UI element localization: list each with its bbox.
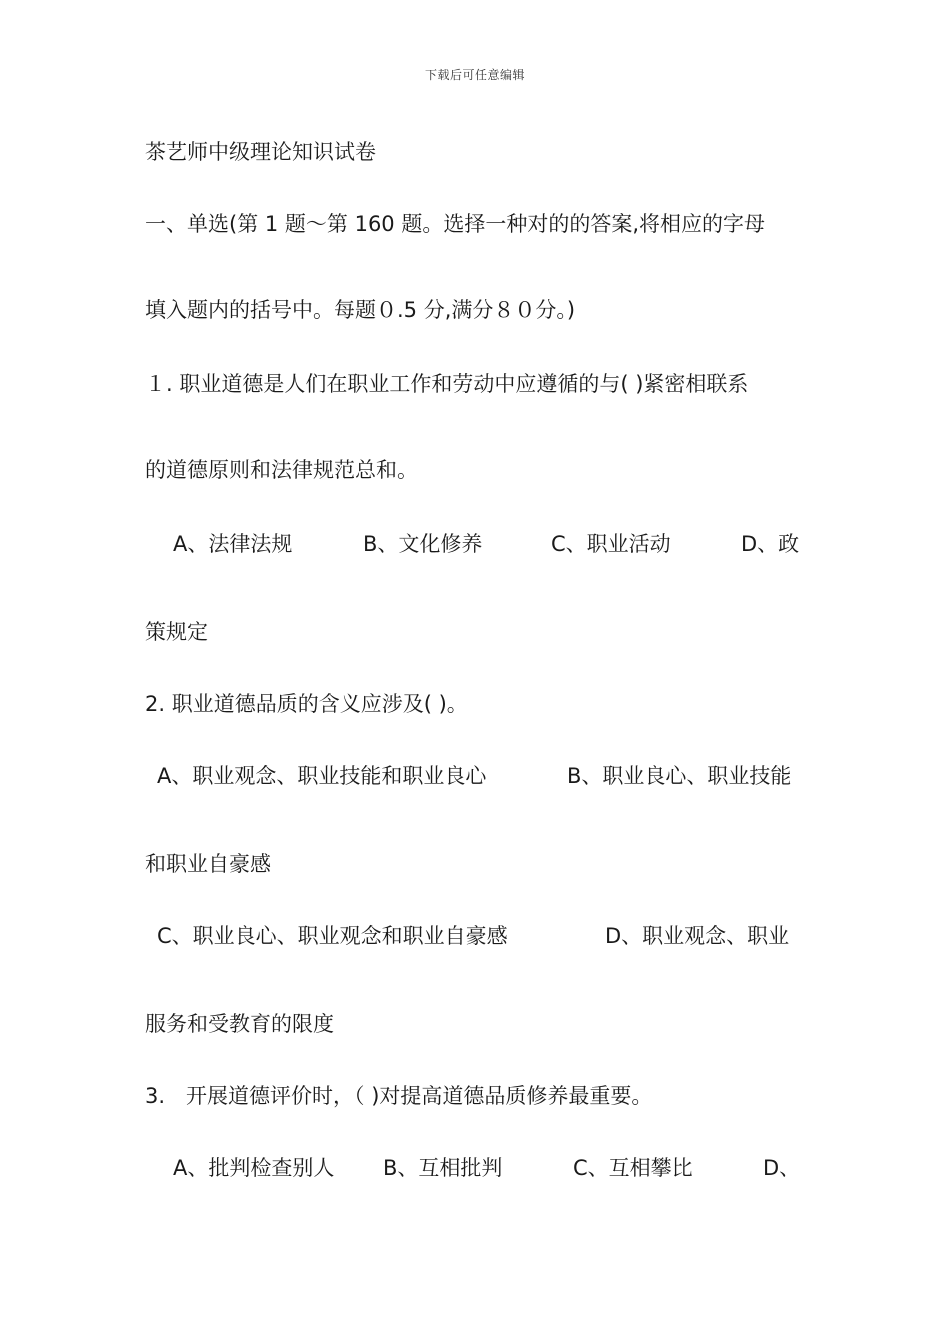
question-1-option-a: A、法律法规 [173, 532, 293, 556]
question-3-option-d: D、 [763, 1156, 801, 1180]
question-2-option-d: D、职业观念、职业 [605, 924, 790, 948]
page-header: 下载后可任意编辑 [424, 68, 525, 82]
question-2-option-b-continued: 和职业自豪感 [145, 852, 271, 876]
question-1-option-c: C、职业活动 [551, 532, 671, 556]
question-2-text: 2. 职业道德品质的含义应涉及( )。 [145, 692, 468, 716]
question-2-option-b: B、职业良心、职业技能 [567, 764, 792, 788]
section-instruction-line-1: 一、单选(第 1 题～第 160 题。选择一种对的的答案,将相应的字母 [145, 212, 766, 236]
question-3-text: 3. 开展道德评价时，（ )对提高道德品质修养最重要。 [145, 1084, 653, 1108]
question-2-option-c: C、职业良心、职业观念和职业自豪感 [157, 924, 508, 948]
question-1-option-b: B、文化修养 [363, 532, 483, 556]
question-3-option-c: C、互相攀比 [573, 1156, 693, 1180]
question-2-option-d-continued: 服务和受教育的限度 [145, 1012, 334, 1036]
question-3-option-a: A、批判检查别人 [173, 1156, 335, 1180]
section-instruction-line-2: 填入题内的括号中。每题０.5 分,满分８０分。) [145, 298, 576, 322]
question-1-option-d: D、政 [741, 532, 800, 556]
exam-title: 茶艺师中级理论知识试卷 [145, 140, 376, 164]
question-1-text-line-2: 的道德原则和法律规范总和。 [145, 458, 418, 482]
question-1-option-d-continued: 策规定 [145, 620, 208, 644]
question-3-option-b: B、互相批判 [383, 1156, 503, 1180]
question-1-text-line-1: １. 职业道德是人们在职业工作和劳动中应遵循的与( )紧密相联系 [145, 372, 749, 396]
question-2-option-a: A、职业观念、职业技能和职业良心 [157, 764, 487, 788]
